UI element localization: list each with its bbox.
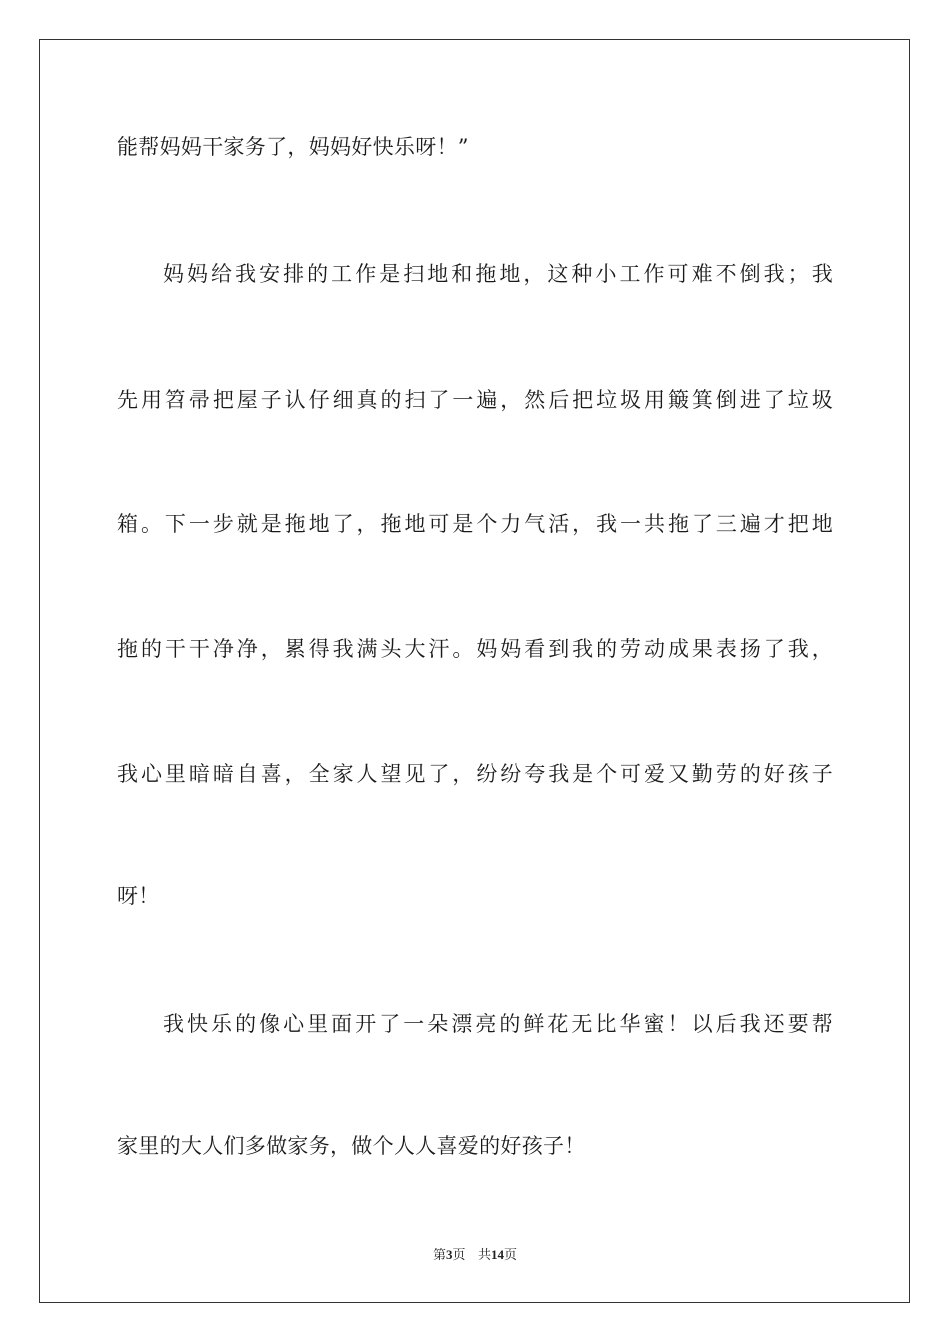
text-line: 先用笤帚把屋子认仔细真的扫了一遍，然后把垃圾用簸箕倒进了垃圾	[117, 388, 833, 412]
page-suffix: 页	[452, 1248, 466, 1263]
total-pages: 14	[490, 1247, 504, 1262]
text-line: 家里的大人们多做家务，做个人人喜爱的好孩子！	[117, 1134, 586, 1158]
text-line: 呀！	[117, 884, 160, 908]
text-line: 能帮妈妈干家务了，妈妈好快乐呀！”	[117, 135, 469, 159]
text-line: 拖的干干净净，累得我满头大汗。妈妈看到我的劳动成果表扬了我，	[117, 637, 833, 661]
total-prefix: 共	[477, 1248, 491, 1263]
page-prefix: 第	[433, 1248, 447, 1263]
total-suffix: 页	[503, 1248, 517, 1263]
text-line: 我心里暗暗自喜，全家人望见了，纷纷夸我是个可爱又勤劳的好孩子	[117, 762, 833, 786]
text-line: 我快乐的像心里面开了一朵漂亮的鲜花无比华蜜！以后我还要帮	[163, 1012, 833, 1036]
page-number: 3	[446, 1247, 453, 1262]
page-border	[39, 39, 910, 1303]
page-footer	[0, 1246, 950, 1265]
text-line: 妈妈给我安排的工作是扫地和拖地，这种小工作可难不倒我；我	[163, 262, 833, 286]
text-line: 箱。下一步就是拖地了，拖地可是个力气活，我一共拖了三遍才把地	[117, 512, 833, 536]
